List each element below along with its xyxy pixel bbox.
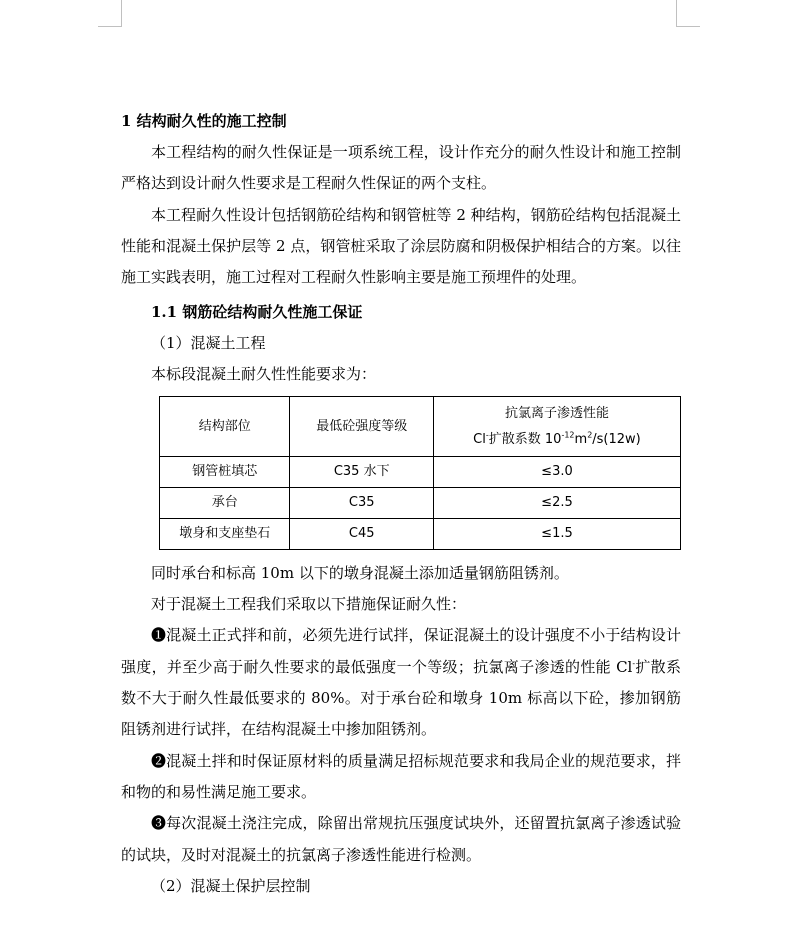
header-structure-part: 结构部位 [160,397,290,457]
paragraph-measures-intro: 对于混凝土工程我们采取以下措施保证耐久性： [151,595,467,614]
cell-diffusion: ≤1.5 [433,519,680,550]
cell-grade: C45 [290,519,433,550]
section-heading-1-1: 1.1 钢筋砼结构耐久性施工保证 [151,303,363,322]
durability-spec-table [159,396,681,550]
subheading-cover-control: （2）混凝土保护层控制 [151,876,311,895]
paragraph-measure-3: ❸每次混凝土浇注完成，除留出常规抗压强度试块外，还留置抗氯离子渗透试验的试块，及时对混凝土的抗氯离子渗透性能进行检测。 [121,814,681,864]
header-chloride-line2: Cl-扩散系数 $10^{-12}m^2/s(12w)$ [473,430,641,447]
paragraph-after-table: 同时承台和标高 10m 以下的墩身混凝土添加适量钢筋阻锈剂。 [151,564,569,583]
cell-diffusion: ≤3.0 [433,457,680,488]
page-corner-mark-left [98,0,122,27]
cell-grade: C35 [290,488,433,519]
paragraph-measure-2: ❷混凝土拌和时保证原材料的质量满足招标规范要求和我局企业的规范要求，拌和物的和易性满足施工要求。 [121,751,681,801]
table-intro: 本标段混凝土耐久性性能要求为： [151,365,377,384]
cell-part: 承台 [160,488,290,519]
paragraph-design: 本工程耐久性设计包括钢筋砼结构和钢管桩等 2 种结构，钢筋砼结构包括混凝土性能和混凝土保护层等 2 点，钢管桩采取了涂层防腐和阴极保护相结合的方案。以往施工实践表明，施工过程对工程耐久性影响主要是施工预埋件的处理。 [121,205,681,287]
table-header-row [160,397,681,457]
cell-grade: C35 水下 [290,457,433,488]
cell-part: 墩身和支座垫石 [160,519,290,550]
table-row [160,457,681,488]
page-corner-mark-right [676,0,700,27]
paragraph-measure-1: ❶混凝土正式拌和前，必须先进行试拌，保证混凝土的设计强度不小于结构设计强度，并至少高于耐久性要求的最低强度一个等级；抗氯离子渗透的性能 Cl-扩散系数不大于耐久性最低要求的 80%。对于承台砼和墩身 10m 标高以下砼，掺加钢筋阻锈剂进行试拌，在结构混凝土中掺加阻锈剂。 [121,626,681,739]
header-min-grade: 最低砼强度等级 [290,397,433,457]
cell-diffusion: ≤2.5 [433,488,680,519]
document-body [121,106,681,902]
table-row [160,488,681,519]
table-row [160,519,681,550]
section-heading-1: 1 结构耐久性的施工控制 [121,112,287,130]
paragraph-intro: 本工程结构的耐久性保证是一项系统工程，设计作充分的耐久性设计和施工控制严格达到设计耐久性要求是工程耐久性保证的两个支柱。 [121,143,681,193]
header-chloride-line1: 抗氯离子渗透性能 [504,405,609,421]
cell-part: 钢管桩填芯 [160,457,290,488]
header-chloride [433,397,680,457]
subheading-concrete: （1）混凝土工程 [151,334,266,353]
